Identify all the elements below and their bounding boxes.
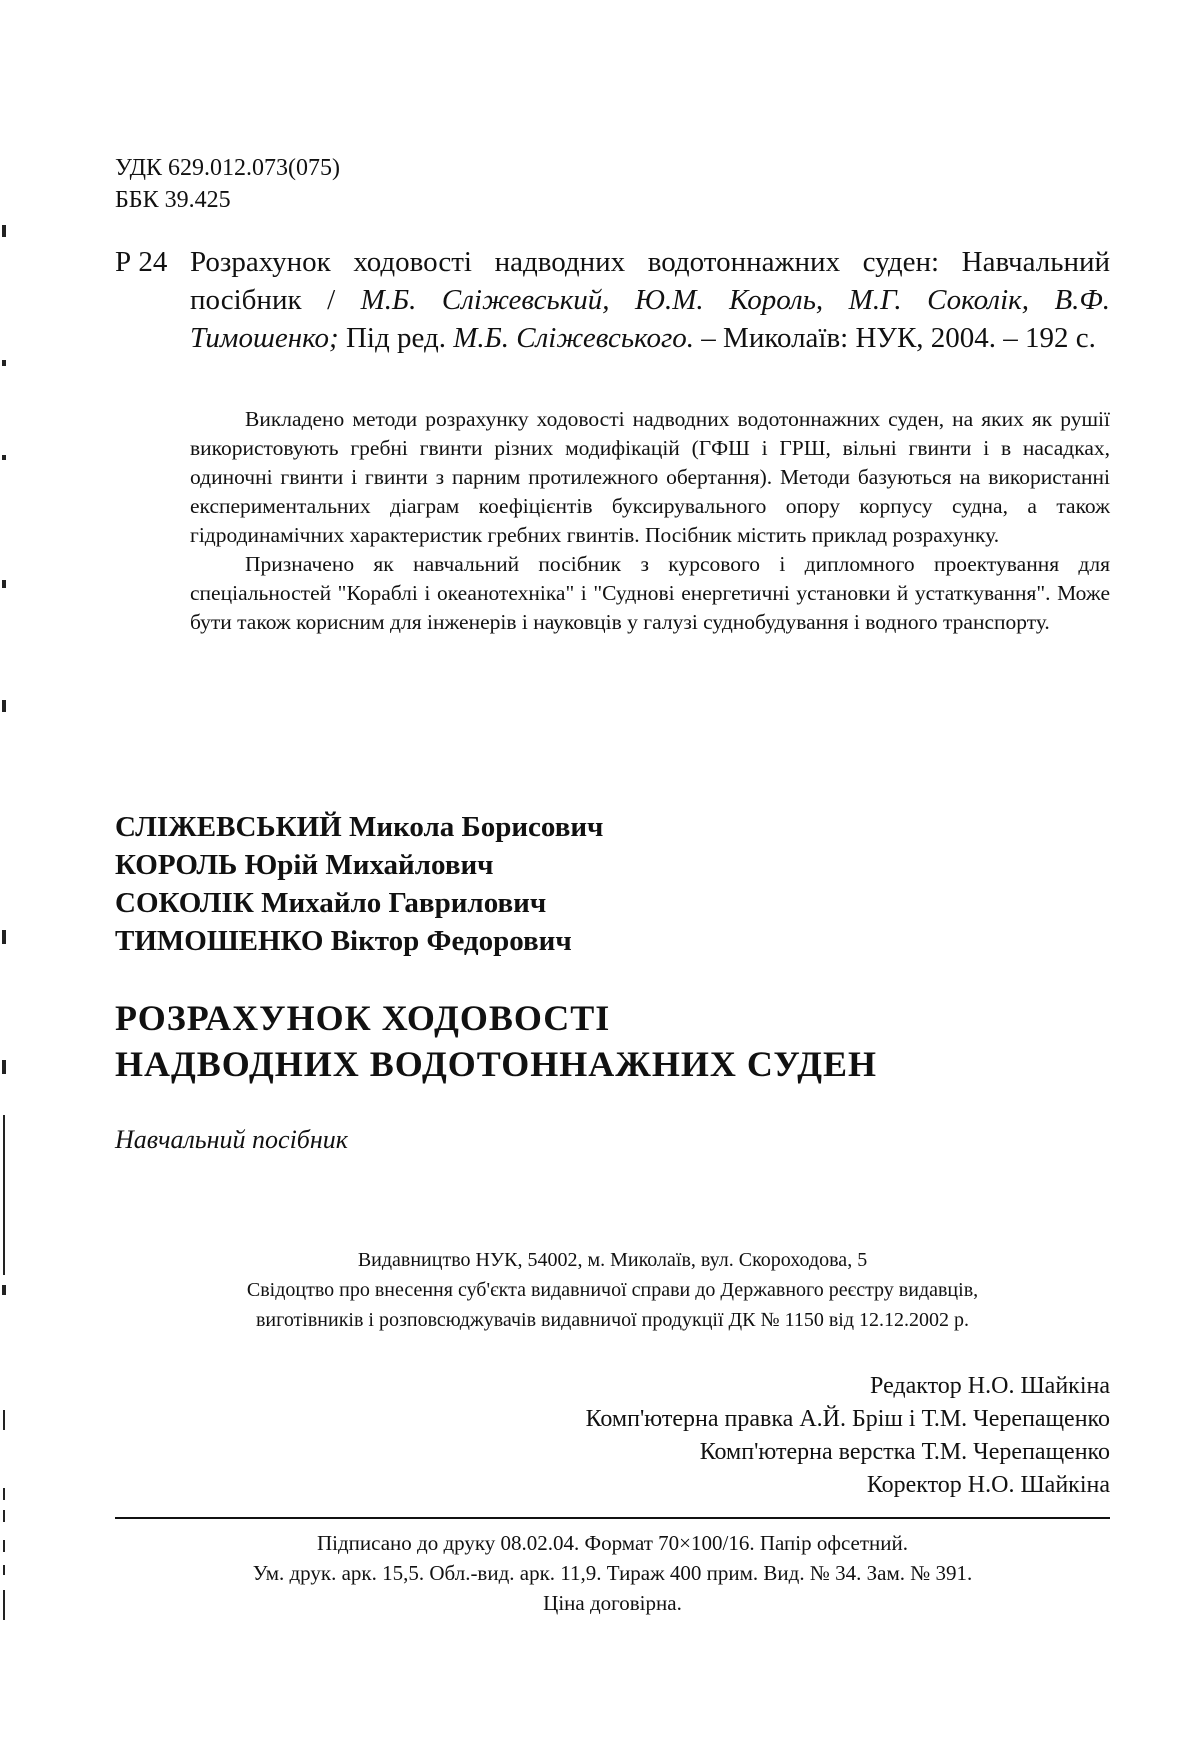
udk-code: УДК 629.012.073(075) (115, 155, 340, 181)
entry-imprint: – Миколаїв: НУК, 2004. – 192 с. (701, 322, 1096, 354)
publisher-info (115, 1245, 1110, 1335)
author-given-name: Микола Борисович (348, 811, 604, 843)
author-list (115, 808, 603, 960)
book-title (115, 995, 877, 1087)
entry-authors: М.Б. Сліжевський, Ю.М. Король, М.Г. Соколік, В.Ф. Тимошенко; (190, 284, 1110, 354)
entry-editor: М.Б. Сліжевського. (453, 322, 695, 354)
entry-title: Розрахунок ходовості надводних водотоннажних суден: Навчальний посібник / (190, 246, 1110, 316)
credit-corrector: Коректор Н.О. Шайкіна (866, 1472, 1110, 1498)
printing-line: Ум. друк. арк. 15,5. Обл.-вид. арк. 11,9. Тираж 400 прим. Вид. № 34. Зам. № 391. (252, 1561, 973, 1585)
author-given-name: Михайло Гаврилович (261, 887, 547, 919)
scan-edge-marks (0, 0, 20, 1745)
author-surname: КОРОЛЬ (115, 849, 238, 881)
author-line (115, 884, 603, 922)
printing-line: Підписано до друку 08.02.04. Формат 70×100/16. Папір офсетний. (316, 1531, 909, 1555)
book-subtitle: Навчальний посібник (115, 1125, 348, 1154)
author-line (115, 922, 603, 960)
author-surname: СОКОЛІК (115, 887, 254, 919)
entry-editor-prefix: Під ред. (345, 322, 446, 354)
bbk-code: ББК 39.425 (115, 187, 231, 213)
book-title-line: РОЗРАХУНОК ХОДОВОСТІ (115, 998, 611, 1038)
divider-rule (115, 1517, 1110, 1519)
author-surname: СЛІЖЕВСЬКИЙ (115, 811, 342, 843)
author-mark: Р 24 (115, 246, 168, 278)
abstract-paragraph: Викладено методи розрахунку ходовості надводних водотоннажних суден, на яких як рушії використовують гребні гвинти різних модифікацій (ГФШ і ГРШ, вільні гвинти і в насадках, одиночні гвинти і гвинти з парним протилежного обертання). Методи базуються на використанні експериментальних діаграм коефіцієнтів буксирувального опору корпусу судна, а також гідродинамічних характеристик гребних гвинтів. Посібник містить приклад розрахунку. (190, 407, 1110, 547)
credit-proofing: Комп'ютерна правка А.Й. Бріш і Т.М. Черепащенко (585, 1406, 1110, 1432)
author-line (115, 846, 603, 884)
publisher-address: Видавництво НУК, 54002, м. Миколаїв, вул. Скороходова, 5 (357, 1249, 868, 1271)
abstract (190, 405, 1110, 637)
abstract-paragraph: Призначено як навчальний посібник з курсового і дипломного проектування для спеціальностей "Кораблі і океанотехніка" і "Суднові енергетичні установки й устаткування". Може бути також корисним для інженерів і науковців у галузі суднобудування і водного транспорту. (190, 552, 1110, 634)
publisher-registration-cont: виготівників і розповсюджувачів видавничої продукції ДК № 1150 від 12.12.2002 р. (255, 1309, 970, 1331)
author-surname: ТИМОШЕНКО (115, 925, 324, 957)
author-given-name: Віктор Федорович (330, 925, 572, 957)
credit-layout: Комп'ютерна верстка Т.М. Черепащенко (699, 1439, 1110, 1465)
bibliographic-entry (115, 243, 1110, 357)
classification-codes (115, 152, 340, 216)
bibliographic-description (190, 243, 1110, 357)
author-given-name: Юрій Михайлович (244, 849, 494, 881)
printing-line: Ціна договірна. (543, 1591, 682, 1615)
book-title-line: НАДВОДНИХ ВОДОТОННАЖНИХ СУДЕН (115, 1044, 877, 1084)
printing-info (115, 1528, 1110, 1618)
editorial-credits (586, 1370, 1110, 1502)
author-line (115, 808, 603, 846)
publisher-registration: Свідоцтво про внесення суб'єкта видавничої справи до Державного реєстру видавців, (246, 1279, 979, 1301)
credit-editor: Редактор Н.О. Шайкіна (870, 1373, 1110, 1399)
